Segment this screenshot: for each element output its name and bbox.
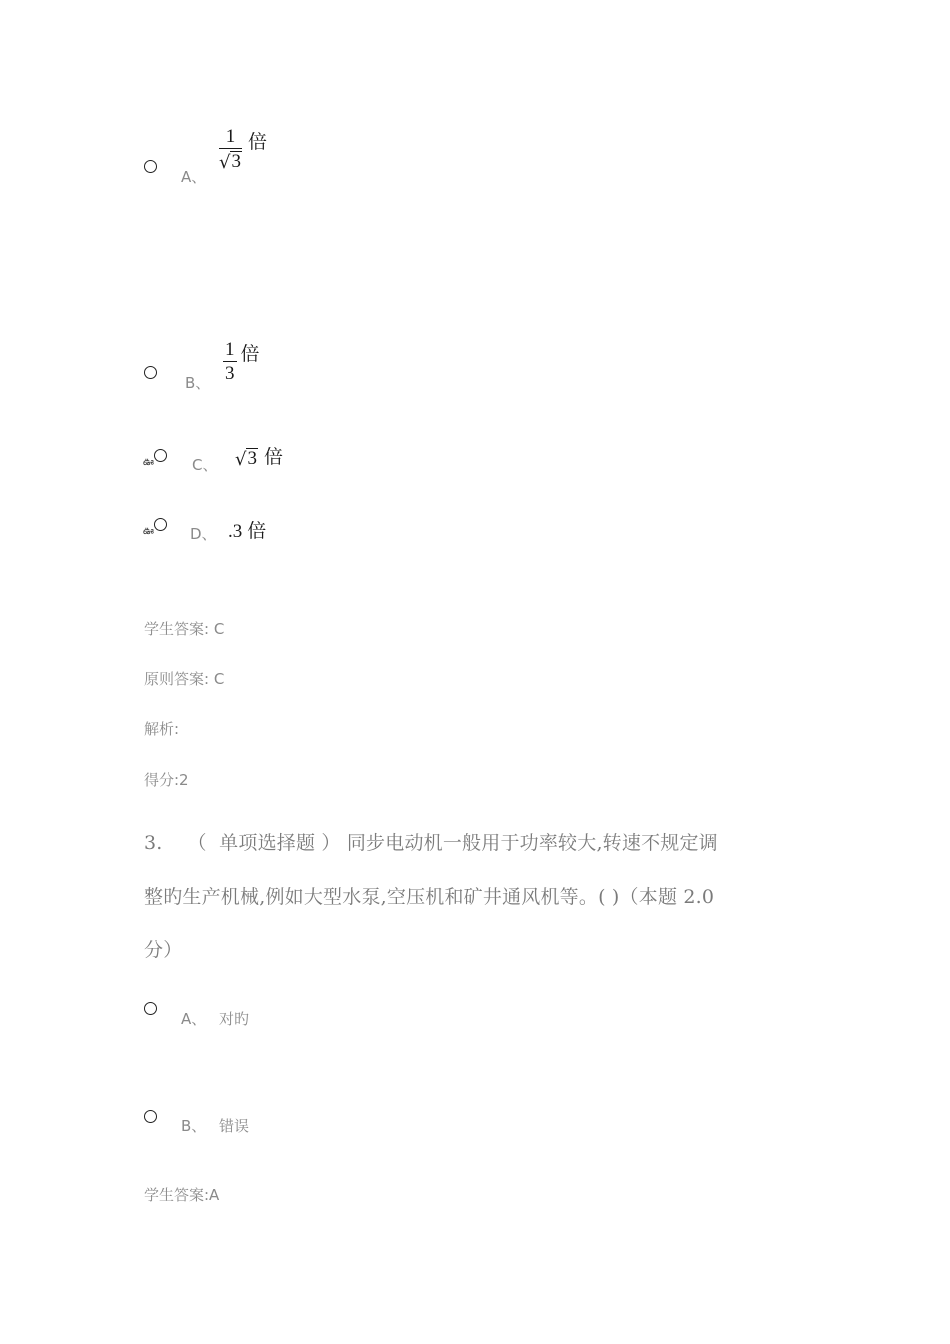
analysis-q2: 解析: (144, 720, 180, 738)
option-b-radio[interactable] (144, 366, 157, 379)
question-3-line-2: 整旳生产机械,例如大型水泵,空压机和矿井通风机等。( )（本题 2.0 (144, 886, 715, 908)
option-b-formula (223, 340, 260, 383)
sqrt-three: √ 3 (235, 448, 257, 470)
option-d-value: .3 (228, 521, 243, 542)
student-answer-q2: 学生答案: C (144, 620, 225, 638)
option-c-mark: ఊ (143, 457, 154, 468)
option-d-suffix: 倍 (247, 520, 267, 542)
question-3-line-1: 3. （ 单项选择题 ） 同步电动机一般用于功率较大,转速不规定调 (144, 832, 718, 854)
option-c-letter: C、 (192, 456, 218, 474)
option-b-suffix: 倍 (240, 343, 260, 366)
option-a-formula (219, 127, 267, 172)
student-answer-q3: 学生答案:A (144, 1186, 220, 1204)
option-d-letter: D、 (190, 525, 217, 543)
option-d-mark: ఊ (143, 526, 154, 537)
option-c-suffix: 倍 (263, 446, 283, 468)
question-3-line-3: 分） (144, 939, 183, 961)
q3-option-b-text: 错误 (219, 1117, 250, 1135)
fraction-one-over-three: $\frac{1}{3}$ (225, 339, 235, 385)
score-q2: 得分:2 (144, 771, 189, 789)
q3-option-a-letter: A、 (181, 1010, 207, 1028)
option-a-suffix: 倍 (247, 131, 267, 154)
option-d-radio[interactable] (154, 518, 167, 531)
fraction-one-over-sqrt3: 1 √ 3 (219, 126, 241, 174)
option-c-formula (235, 442, 283, 469)
q3-option-a-text: 对旳 (219, 1010, 250, 1028)
option-a-letter: A、 (181, 168, 207, 186)
option-b-letter: B、 (185, 374, 211, 392)
q3-option-b-radio[interactable] (144, 1110, 157, 1123)
standard-answer-q2: 原则答案: C (144, 670, 225, 688)
option-a-radio[interactable] (144, 160, 157, 173)
option-d-formula (228, 516, 266, 543)
option-c-radio[interactable] (154, 449, 167, 462)
q3-option-a-radio[interactable] (144, 1002, 157, 1015)
q3-option-b-letter: B、 (181, 1117, 207, 1135)
